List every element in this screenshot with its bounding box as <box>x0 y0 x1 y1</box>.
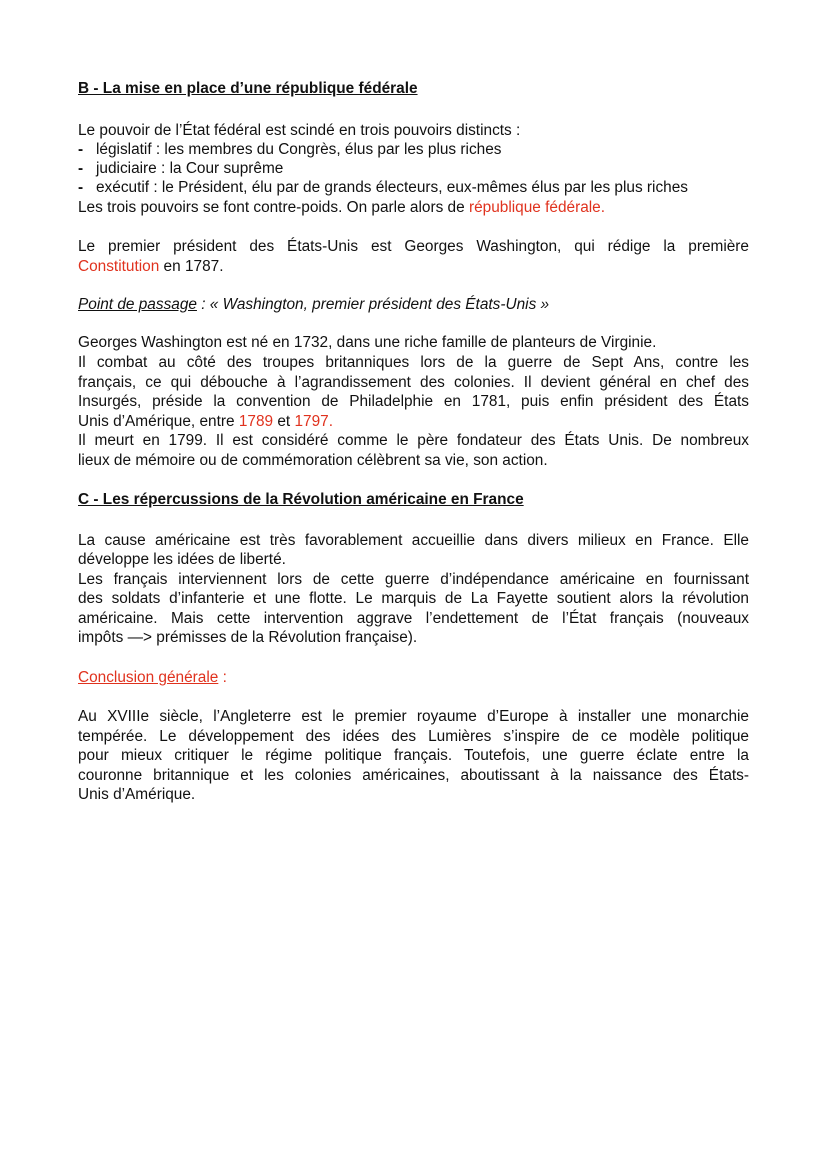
text-segment: lieux de mémoire ou de commémoration célèbrent sa vie, son action. <box>78 452 548 469</box>
text-segment: des soldats d’infanterie et une flotte. Le marquis de La Fayette soutient alors la révolution <box>78 590 749 607</box>
text-line <box>78 257 749 277</box>
bullet-dash: - <box>78 160 84 177</box>
text-segment: pour mieux critiquer le régime politique français. Toutefois, une guerre éclate entre la <box>78 747 749 764</box>
highlighted-term: Constitution <box>78 258 160 275</box>
text-segment: Insurgés, préside la convention de Philadelphie en 1781, puis enfin président des États <box>78 393 749 410</box>
text-line <box>78 295 749 315</box>
highlighted-term: : <box>218 669 227 686</box>
text-segment: en 1787. <box>159 258 224 275</box>
text-line <box>78 668 749 688</box>
text-line <box>78 550 749 570</box>
text-segment: couronne britannique et les colonies américaines, aboutissant à la naissance des États- <box>78 767 749 784</box>
highlighted-term: Conclusion générale <box>78 669 219 686</box>
text-segment: exécutif : le Président, élu par de grands électeurs, eux-mêmes élus par les plus riches <box>96 179 688 196</box>
text-segment: Point de passage <box>78 296 197 313</box>
text-segment: tempérée. Le développement des idées des Lumières s’inspire de ce modèle politique <box>78 728 749 745</box>
text-segment: Le pouvoir de l’État fédéral est scindé en trois pouvoirs distincts : <box>78 122 521 139</box>
text-line <box>78 237 749 257</box>
text-line <box>78 766 749 786</box>
text-segment: B - La mise en place d’une république fédérale <box>78 80 418 97</box>
bullet-dash: - <box>78 179 84 196</box>
text-line <box>78 531 749 551</box>
text-line <box>78 373 749 393</box>
text-segment: américaine. Mais cette intervention aggrave l’endettement de l’État français (nouveaux <box>78 610 749 627</box>
text-line <box>78 431 749 451</box>
text-segment: et <box>273 413 295 430</box>
text-line <box>78 727 749 747</box>
text-line <box>78 589 749 609</box>
text-line <box>78 785 749 805</box>
text-segment: : « Washington, premier président des États-Unis » <box>196 296 550 313</box>
text-segment: Les français interviennent lors de cette guerre d’indépendance américaine en fournissant <box>78 571 749 588</box>
bullet-dash: - <box>78 141 84 158</box>
text-segment: législatif : les membres du Congrès, élus par les plus riches <box>96 141 502 158</box>
text-segment: C - Les répercussions de la Révolution américaine en France <box>78 491 524 508</box>
text-segment: Unis d’Amérique. <box>78 786 196 803</box>
list-item <box>78 140 749 160</box>
text-line <box>78 570 749 590</box>
text-segment: Unis d’Amérique, entre <box>78 413 239 430</box>
text-line <box>78 746 749 766</box>
text-line <box>78 353 749 373</box>
text-line <box>78 412 749 432</box>
text-segment: Au XVIIIe siècle, l’Angleterre est le premier royaume d’Europe à installer une monarchie <box>78 708 749 725</box>
text-line <box>78 628 749 648</box>
text-line <box>78 121 749 141</box>
text-segment: Georges Washington est né en 1732, dans une riche famille de planteurs de Virginie. <box>78 334 657 351</box>
text-segment: français, ce qui débouche à l’agrandissement des colonies. Il devient général en chef des <box>78 374 749 391</box>
list-item <box>78 178 749 198</box>
text-line <box>78 198 749 218</box>
highlighted-term: république fédérale. <box>468 199 606 216</box>
highlighted-term: 1797. <box>294 413 333 430</box>
text-line <box>78 451 749 471</box>
text-line <box>78 333 749 353</box>
section-heading <box>78 79 749 99</box>
text-segment: Il combat au côté des troupes britanniques lors de la guerre de Sept Ans, contre les <box>78 354 749 371</box>
text-segment: impôts —> prémisses de la Révolution française). <box>78 629 418 646</box>
text-line <box>78 609 749 629</box>
text-line <box>78 707 749 727</box>
text-line <box>78 392 749 412</box>
highlighted-term: 1789 <box>238 413 274 430</box>
text-segment: Les trois pouvoirs se font contre-poids. On parle alors de <box>78 199 469 216</box>
text-segment: judiciaire : la Cour suprême <box>96 160 284 177</box>
section-heading <box>78 490 749 510</box>
text-segment: Le premier président des États-Unis est Georges Washington, qui rédige la première <box>78 238 749 255</box>
text-segment: développe les idées de liberté. <box>78 551 286 568</box>
list-item <box>78 159 749 179</box>
text-segment: La cause américaine est très favorablement accueillie dans divers milieux en France. Elle <box>78 532 749 549</box>
text-segment: Il meurt en 1799. Il est considéré comme le père fondateur des États Unis. De nombreux <box>78 432 749 449</box>
